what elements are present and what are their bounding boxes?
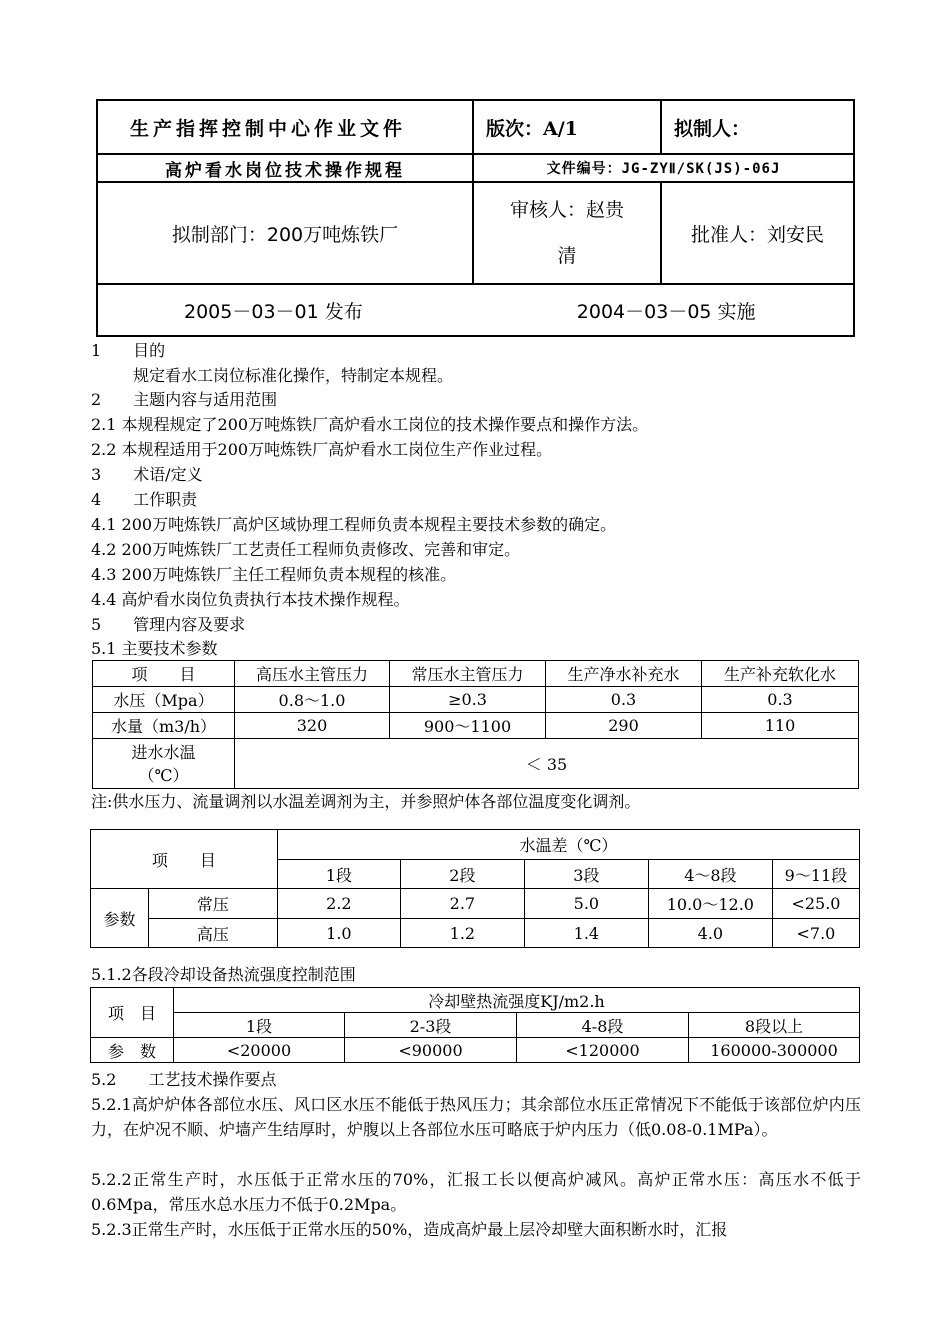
table-cell: 5.0 xyxy=(524,889,648,919)
reviewer-line-2: 清 xyxy=(557,245,577,267)
table-cell: 0.3 xyxy=(702,687,859,713)
table-row xyxy=(91,889,860,919)
section-5-heading: 5 管理内容及要求 xyxy=(91,615,246,634)
table-cell: 2.2 xyxy=(277,889,400,919)
reviewer xyxy=(473,182,661,284)
table-row xyxy=(91,919,860,948)
table-header-cell: 生产补充软化水 xyxy=(702,661,859,687)
table-row xyxy=(93,739,859,789)
table-cell: <120000 xyxy=(517,1038,689,1063)
table-header-cell: 高压水主管压力 xyxy=(235,661,390,687)
table-cell: 水量（m3/h） xyxy=(93,713,235,739)
section-4-2: 4.2 200万吨炼铁厂工艺责任工程师负责修改、完善和审定。 xyxy=(91,540,521,559)
section-5-1: 5.1 主要技术参数 xyxy=(91,639,218,658)
table-cell: 0.8～1.0 xyxy=(235,687,390,713)
table-row xyxy=(91,1038,860,1063)
table-cell: 2.7 xyxy=(400,889,524,919)
temperature-difference-table xyxy=(90,829,860,948)
table-cell: <7.0 xyxy=(772,919,859,948)
table-header-cell: 3段 xyxy=(524,860,648,889)
table-header-cell: 项 目 xyxy=(91,830,278,889)
doc-number: 文件编号：JG-ZYⅡ/SK(JS)-06J xyxy=(473,154,854,182)
section-2-heading: 2 主题内容与适用范围 xyxy=(91,390,278,409)
document-header-table xyxy=(96,99,855,337)
heat-flux-table xyxy=(90,987,860,1063)
table-header-cell: 2-3段 xyxy=(345,1013,517,1038)
main-parameters-table xyxy=(92,660,859,789)
section-2-2: 2.2 本规程适用于200万吨炼铁厂高炉看水工岗位生产作业过程。 xyxy=(91,440,553,459)
table-cell: 高压 xyxy=(149,919,278,948)
table-cell: <20000 xyxy=(174,1038,345,1063)
section-5-2-1: 5.2.1高炉炉体各部位水压、风口区水压不能低于热风压力；其余部位水压正常情况下不能低于该部位炉内压力，在炉况不顺、炉墙产生结厚时，炉腹以上各部位水压可略底于炉内压力（低0.08-0.1MPa）。 xyxy=(91,1095,861,1139)
date-row xyxy=(97,284,854,336)
table-header-cell: 4～8段 xyxy=(648,860,772,889)
section-4-4: 4.4 高炉看水岗位负责执行本技术操作规程。 xyxy=(91,590,410,609)
table-cell xyxy=(93,739,235,789)
inlet-temp-unit: （℃） xyxy=(138,765,189,785)
section-1-heading: 1 目的 xyxy=(91,341,166,360)
drafting-department: 拟制部门：200万吨炼铁厂 xyxy=(97,182,473,284)
table-cell: <90000 xyxy=(345,1038,517,1063)
section-5-1-2: 5.1.2各段冷却设备热流强度控制范围 xyxy=(91,965,356,984)
table-header-cell: 1段 xyxy=(277,860,400,889)
table-cell: 1.2 xyxy=(400,919,524,948)
table-cell: 0.3 xyxy=(546,687,702,713)
table-cell: 10.0～12.0 xyxy=(648,889,772,919)
table-row xyxy=(93,687,859,713)
doc-title: 高炉看水岗位技术操作规程 xyxy=(97,154,473,182)
section-2-1: 2.1 本规程规定了200万吨炼铁厂高炉看水工岗位的技术操作要点和操作方法。 xyxy=(91,415,649,434)
section-1-text: 规定看水工岗位标准化操作，特制定本规程。 xyxy=(133,366,454,385)
table-header-cell: 8段以上 xyxy=(689,1013,860,1038)
edition: 版次：A/1 xyxy=(473,100,661,154)
table-header-cell: 项 目 xyxy=(93,661,235,687)
table-header-cell: 生产净水补充水 xyxy=(546,661,702,687)
table-cell: 900～1100 xyxy=(390,713,546,739)
implement-date: 2004－03－05 实施 xyxy=(576,300,756,323)
approver: 批准人：刘安民 xyxy=(661,182,854,284)
section-3-heading: 3 术语/定义 xyxy=(91,465,203,484)
table-cell: 1.4 xyxy=(524,919,648,948)
table-cell: 160000-300000 xyxy=(689,1038,860,1063)
publish-date: 2005－03－01 发布 xyxy=(184,300,363,323)
drafter: 拟制人： xyxy=(661,100,854,154)
section-5-2: 5.2 工艺技术操作要点 xyxy=(91,1070,277,1089)
section-4-3: 4.3 200万吨炼铁厂主任工程师负责本规程的核准。 xyxy=(91,565,457,584)
section-4-heading: 4 工作职责 xyxy=(91,490,198,509)
table-cell: 水压（Mpa） xyxy=(93,687,235,713)
section-5-2-2: 5.2.2正常生产时，水压低于正常水压的70%，汇报工长以便高炉减风。高炉正常水压：高压水不低于0.6Mpa，常压水总水压力不低于0.2Mpa。 xyxy=(91,1170,861,1214)
table-header-cell: 水温差（℃） xyxy=(277,830,859,860)
table-cell: ≥0.3 xyxy=(390,687,546,713)
section-4-1: 4.1 200万吨炼铁厂高炉区域协理工程师负责本规程主要技术参数的确定。 xyxy=(91,515,617,534)
section-5-2-3: 5.2.3正常生产时，水压低于正常水压的50%，造成高炉最上层冷却壁大面积断水时，汇报 xyxy=(91,1220,728,1239)
table-cell: 常压 xyxy=(149,889,278,919)
inlet-temp-label: 进水水温 xyxy=(131,742,196,762)
table-cell: 320 xyxy=(235,713,390,739)
table-header-cell: 常压水主管压力 xyxy=(390,661,546,687)
reviewer-line-1: 审核人：赵贵 xyxy=(509,199,624,221)
table-header-cell: 9～11段 xyxy=(772,860,859,889)
table-cell: ＜ 35 xyxy=(235,739,859,789)
note-text: 注:供水压力、流量调剂以水温差调剂为主，并参照炉体各部位温度变化调剂。 xyxy=(91,792,641,811)
table-header-cell: 2段 xyxy=(400,860,524,889)
doc-type: 生产指挥控制中心作业文件 xyxy=(97,100,473,154)
table-cell: 290 xyxy=(546,713,702,739)
table-cell: 110 xyxy=(702,713,859,739)
table-row xyxy=(93,713,859,739)
table-header-cell: 1段 xyxy=(174,1013,345,1038)
table-cell: 1.0 xyxy=(277,919,400,948)
table-cell: 参数 xyxy=(91,889,149,948)
table-cell: 4.0 xyxy=(648,919,772,948)
table-header-cell: 4-8段 xyxy=(517,1013,689,1038)
table-header-cell: 冷却壁热流强度KJ/m2.h xyxy=(174,988,860,1013)
table-header-cell: 项 目 xyxy=(91,988,174,1038)
table-cell: <25.0 xyxy=(772,889,859,919)
table-cell: 参 数 xyxy=(91,1038,174,1063)
